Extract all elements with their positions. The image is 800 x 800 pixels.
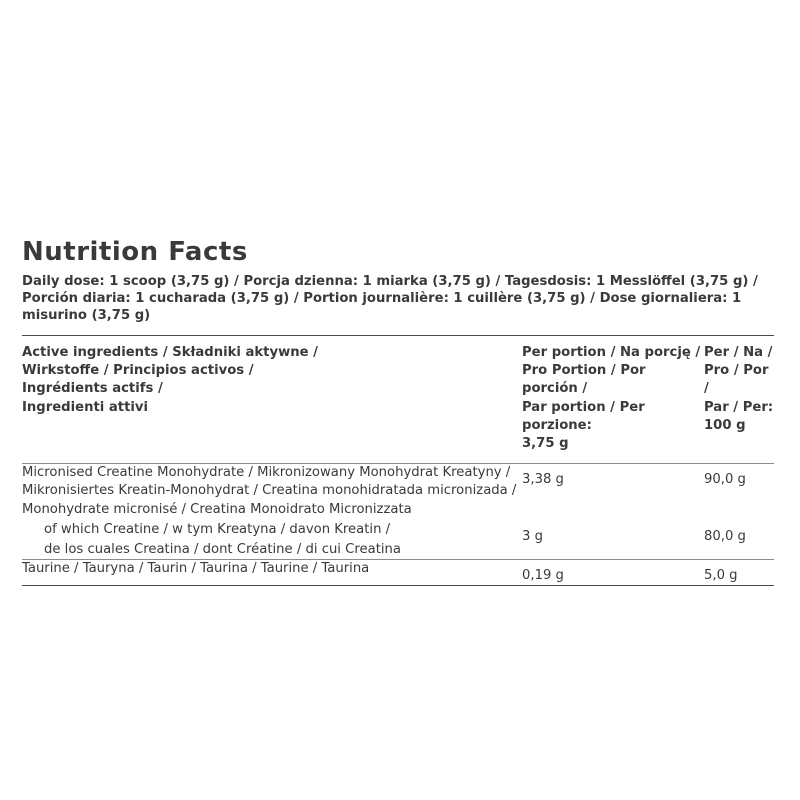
- row-creatine-per-portion: [522, 464, 704, 560]
- row-taurine-per-portion-value: 0,19 g: [522, 568, 564, 584]
- row-taurine-per-100g-value: 5,0 g: [704, 568, 738, 584]
- row-creatine-sub-name-line-2: de los cuales Creatina / dont Créatine / di cui Creatina: [44, 542, 401, 558]
- header-per-portion-line-1: Per portion / Na porcję /: [522, 344, 701, 360]
- row-creatine-name: [22, 464, 522, 560]
- header-per-portion: [522, 335, 704, 463]
- row-creatine-name-line-2: Mikronisiertes Kreatin-Monohydrat / Creatina monohidratada micronizada /: [22, 483, 517, 499]
- header-ingredients-line-4: Ingredienti attivi: [22, 399, 149, 415]
- row-taurine-per-100g: [704, 560, 774, 586]
- header-per-100g: [704, 335, 774, 463]
- row-creatine-sub-name-line-1: of which Creatine / w tym Kreatyna / davon Kreatin /: [44, 521, 391, 537]
- header-per-portion-line-4: 3,75 g: [522, 435, 569, 451]
- header-per-100g-line-1: Per / Na /: [704, 344, 773, 360]
- row-taurine-name-line-1: Taurine / Tauryna / Taurin / Taurina / Taurine / Taurina: [22, 561, 370, 577]
- row-creatine-name-line-1: Micronised Creatine Monohydrate / Mikronizowany Monohydrat Kreatyny /: [22, 465, 511, 481]
- table-row: [22, 464, 774, 560]
- header-ingredients: [22, 335, 522, 463]
- nutrition-facts-panel: [22, 238, 774, 586]
- header-per-portion-line-2: Pro Portion / Por porción /: [522, 363, 646, 397]
- header-ingredients-line-3: Ingrédients actifs /: [22, 381, 163, 397]
- nutrition-table: [22, 335, 774, 587]
- row-creatine-per-portion-value: 3,38 g: [522, 472, 564, 488]
- header-per-portion-line-3: Par portion / Per porzione:: [522, 399, 645, 433]
- row-creatine-per-100g: [704, 464, 774, 560]
- header-ingredients-line-1: Active ingredients / Składniki aktywne /: [22, 344, 319, 360]
- header-per-100g-line-4: 100 g: [704, 417, 746, 433]
- header-per-100g-line-2: Pro / Por /: [704, 363, 769, 397]
- table-row: [22, 560, 774, 586]
- header-ingredients-line-2: Wirkstoffe / Principios activos /: [22, 363, 254, 379]
- row-creatine-sub-per-portion-value: 3 g: [522, 529, 543, 545]
- row-taurine-per-portion: [522, 560, 704, 586]
- table-bottom-rule: [22, 586, 774, 587]
- row-creatine-sub-per-100g-value: 80,0 g: [704, 529, 746, 545]
- row-creatine-per-100g-value: 90,0 g: [704, 472, 746, 488]
- table-header-row: [22, 335, 774, 463]
- row-taurine-name: [22, 560, 522, 586]
- row-creatine-name-line-3: Monohydrate micronisé / Creatina Monoidrato Micronizzata: [22, 501, 412, 517]
- daily-dose-text: Daily dose: 1 scoop (3,75 g) / Porcja dzienna: 1 miarka (3,75 g) / Tagesdosis: 1 Messlöffel (3,75 g) / Porción diaria: 1 cucharada (3,75 g) / Portion journalière: 1 cuillère (3,75 g) / Dose giornaliera: 1 misurino (3,75 g): [22, 273, 758, 324]
- page-title: Nutrition Facts: [22, 237, 248, 267]
- header-per-100g-line-3: Par / Per:: [704, 399, 774, 415]
